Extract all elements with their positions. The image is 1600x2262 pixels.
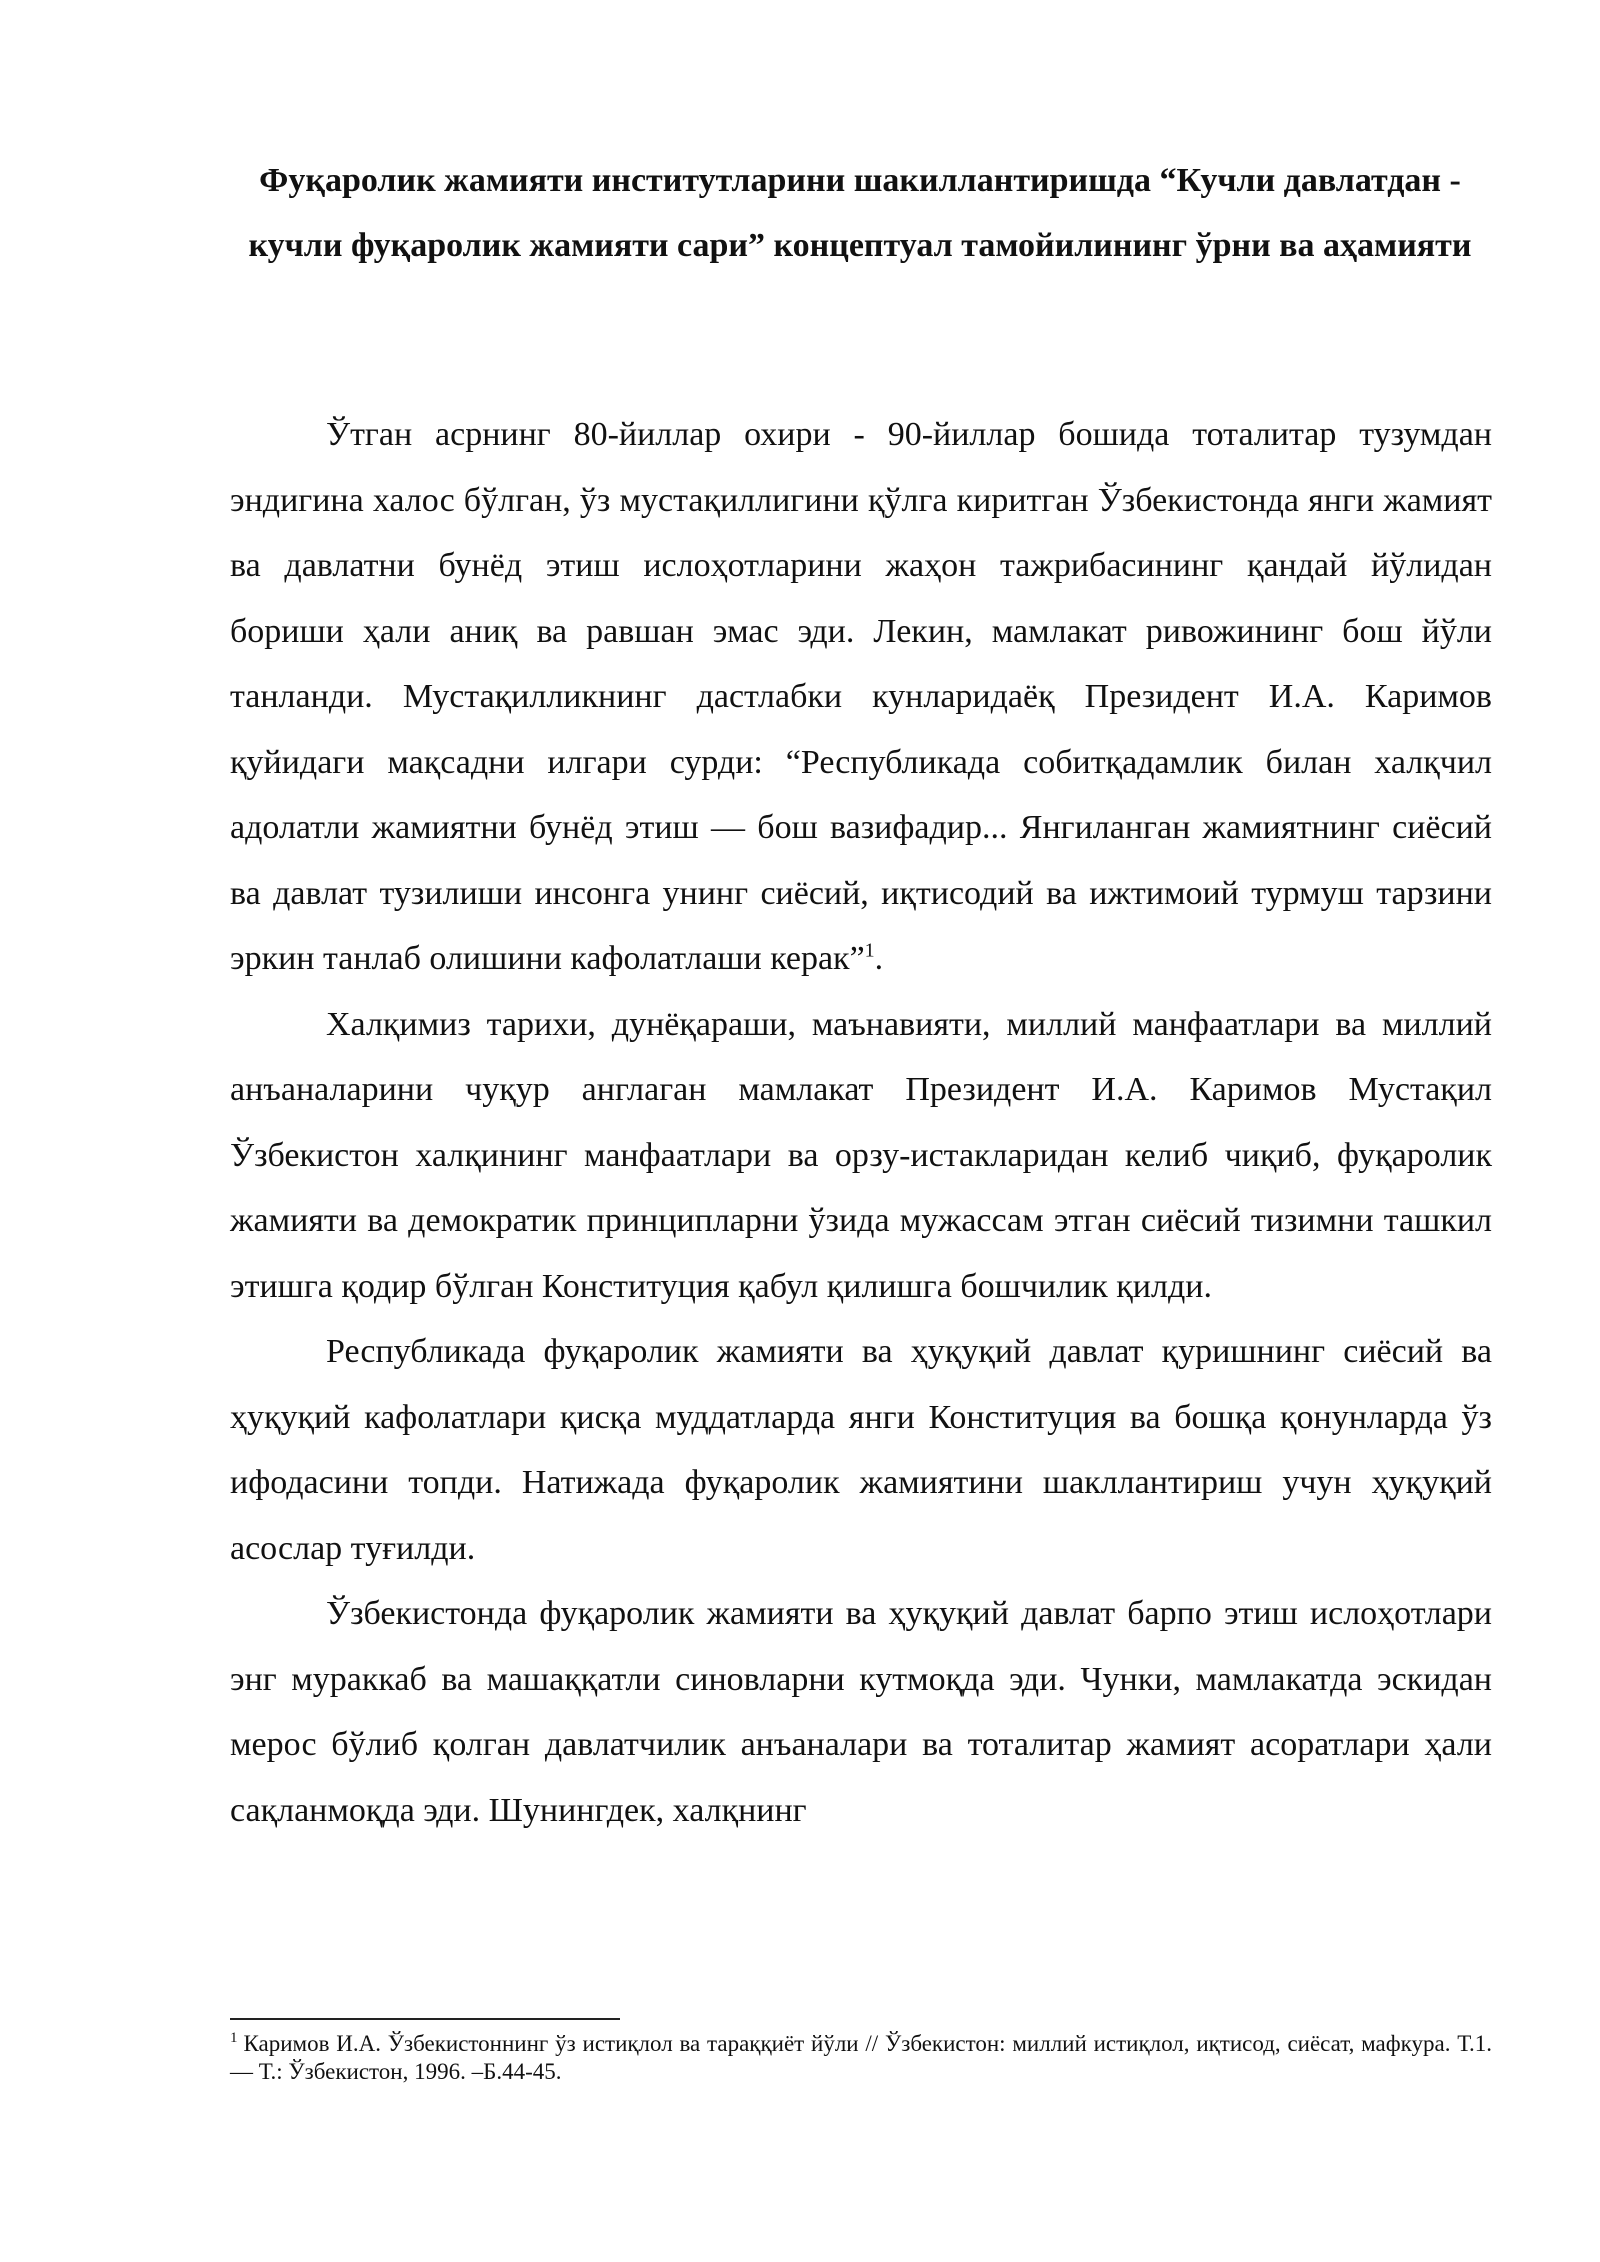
- footnote-number: 1: [230, 2030, 238, 2047]
- paragraph-1-text: Ўтган асрнинг 80-йиллар охири - 90-йиллар бошида тоталитар тузумдан эндигина халос бўлган, ўз мустақиллигини қўлга киритган Ўзбекистонда янги жамият ва давлатни бунёд этиш ислоҳотларини жаҳон тажрибасининг қандай йўлидан бориши ҳали аниқ ва равшан эмас эди. Лекин, мамлакат ривожининг бош йўли танланди. Мустақилликнинг дастлабки кунларидаёқ Президент И.А. Каримов қуйидаги мақсадни илгари сурди: “Республикада собитқадамлик билан халқчил адолатли жамиятни бунёд этиш — бош вазифадир... Янгиланган жамиятнинг сиёсий ва давлат тузилиши инсонга унинг сиёсий, иқтисодий ва ижтимоий турмуш тарзини эркин танлаб олишини кафолатлаши керак”: [230, 416, 1492, 977]
- footnote-separator: [230, 2018, 620, 2020]
- paragraph-1: [230, 402, 1492, 992]
- paragraph-1-end: .: [874, 940, 884, 977]
- document-title: Фуқаролик жамияти институтларини шакиллантиришда “Кучли давлатдан - кучли фуқаролик жамияти сари” концептуал тамойилининг ўрни ва аҳамияти: [248, 162, 1472, 264]
- document-body: [230, 402, 1492, 1843]
- footnote-reference: 1: [864, 939, 875, 962]
- footnote-text: Каримов И.А. Ўзбекистоннинг ўз истиқлол ва тараққиёт йўли // Ўзбекистон: миллий истиқлол, иқтисод, сиёсат, мафкура. Т.1. — Т.: Ўзбекистон, 1996. –Б.44-45.: [230, 2031, 1492, 2084]
- paragraph-2: Халқимиз тарихи, дунёқараши, маънавияти, миллий манфаатлари ва миллий анъаналарини чуқур англаган мамлакат Президент И.А. Каримов Мустақил Ўзбекистон халқининг манфаатлари ва орзу-истакларидан келиб чиқиб, фуқаролик жамияти ва демократик принципларни ўзида мужассам этган сиёсий тизимни ташкил этишга қодир бўлган Конституция қабул қилишга бошчилик қилди.: [230, 1005, 1492, 1305]
- footnote: [230, 2030, 1492, 2086]
- paragraph-3: Республикада фуқаролик жамияти ва ҳуқуқий давлат қуришнинг сиёсий ва ҳуқуқий кафолатлари қисқа муддатларда янги Конституция ва бошқа қонунларда ўз ифодасини топди. Натижада фуқаролик жамиятини шакллантириш учун ҳуқуқий асослар туғилди.: [230, 1333, 1492, 1567]
- paragraph-4: Ўзбекистонда фуқаролик жамияти ва ҳуқуқий давлат барпо этиш ислоҳотлари энг мураккаб ва машаққатли синовларни кутмоқда эди. Чунки, мамлакатда эскидан мерос бўлиб қолган давлатчилик анъаналари ва тоталитар жамият асоратлари ҳали сақланмоқда эди. Шунингдек, халқнинг: [230, 1595, 1492, 1829]
